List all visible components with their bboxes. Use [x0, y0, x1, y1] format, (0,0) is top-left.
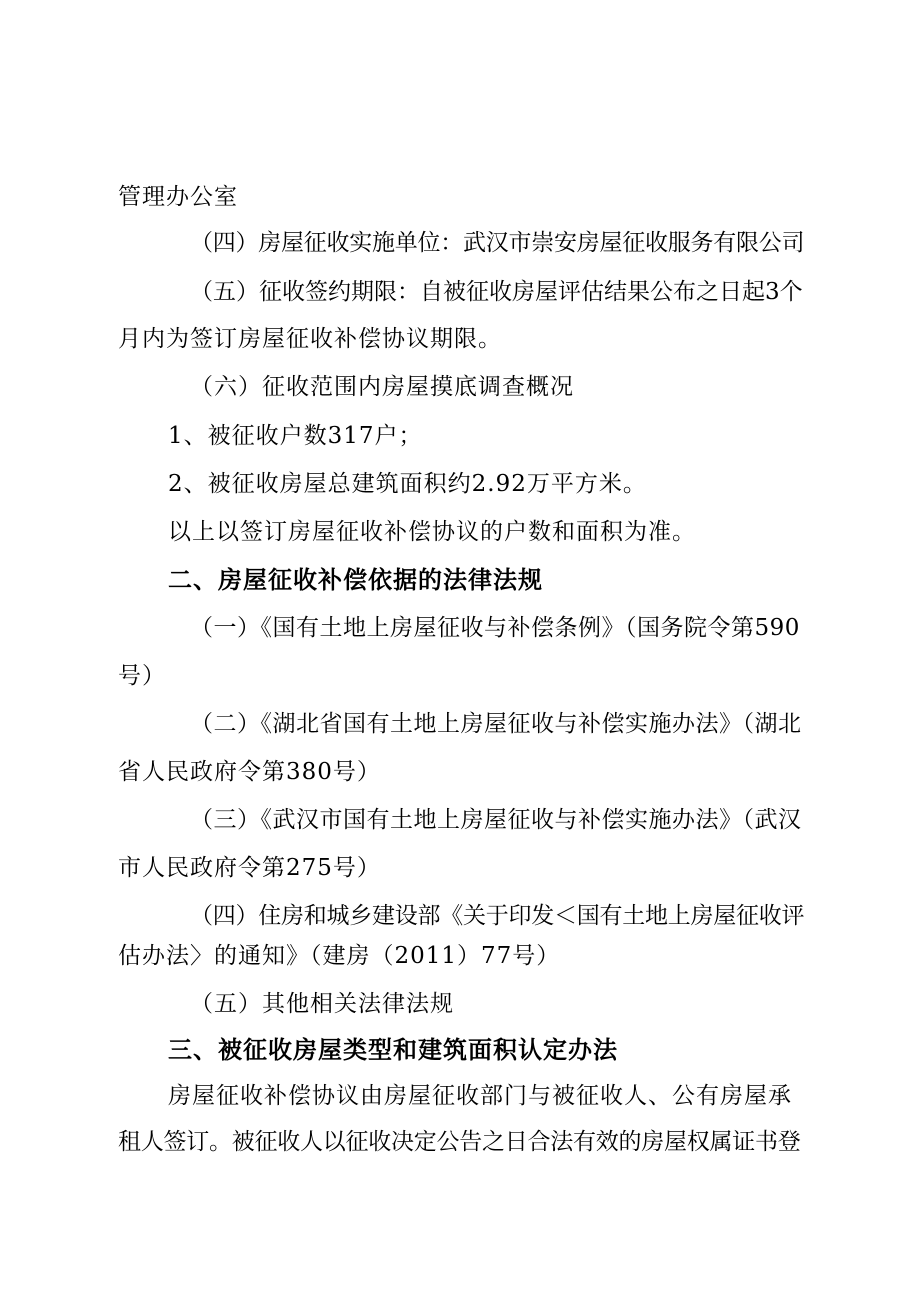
text-line: （五）其他相关法律法规	[190, 991, 454, 1017]
text-line: 市人民政府令第275号）	[118, 855, 381, 881]
text-line: 估办法〉的通知》（建房（2011）77号）	[118, 943, 561, 969]
text-line: （一）《国有土地上房屋征收与补偿条例》（国务院令第590	[190, 615, 800, 641]
text-line: 管理办公室	[118, 184, 238, 210]
list-item: 2、被征收房屋总建筑面积约2.92万平方米。	[168, 471, 647, 497]
text-line: 房屋征收补偿协议由房屋征收部门与被征收人、公有房屋承	[168, 1083, 792, 1109]
text-line: 租人签订。被征收人以征收决定公告之日合法有效的房屋权属证书登	[118, 1129, 801, 1155]
text-line: （六）征收范围内房屋摸底调查概况	[190, 374, 574, 400]
text-line: 省人民政府令第380号）	[118, 759, 381, 785]
text-line: （四）住房和城乡建设部《关于印发＜国有土地上房屋征收评	[190, 903, 805, 929]
text-line: 月内为签订房屋征收补偿协议期限。	[118, 326, 502, 352]
text-line: 号）	[118, 663, 166, 689]
section-heading-2: 二、房屋征收补偿依据的法律法规	[168, 566, 543, 594]
text-line: （五）征收签约期限：自被征收房屋评估结果公布之日起3个	[190, 279, 803, 305]
text-line: （二）《湖北省国有土地上房屋征收与补偿实施办法》（湖北	[190, 711, 802, 737]
text-line: （三）《武汉市国有土地上房屋征收与补偿实施办法》（武汉	[190, 807, 802, 833]
section-heading-3: 三、被征收房屋类型和建筑面积认定办法	[168, 1036, 618, 1064]
text-line: （四）房屋征收实施单位：武汉市崇安房屋征收服务有限公司	[190, 230, 805, 256]
text-line: 以上以签订房屋征收补偿协议的户数和面积为准。	[168, 519, 696, 545]
list-item: 1、被征收户数317户；	[168, 423, 423, 449]
